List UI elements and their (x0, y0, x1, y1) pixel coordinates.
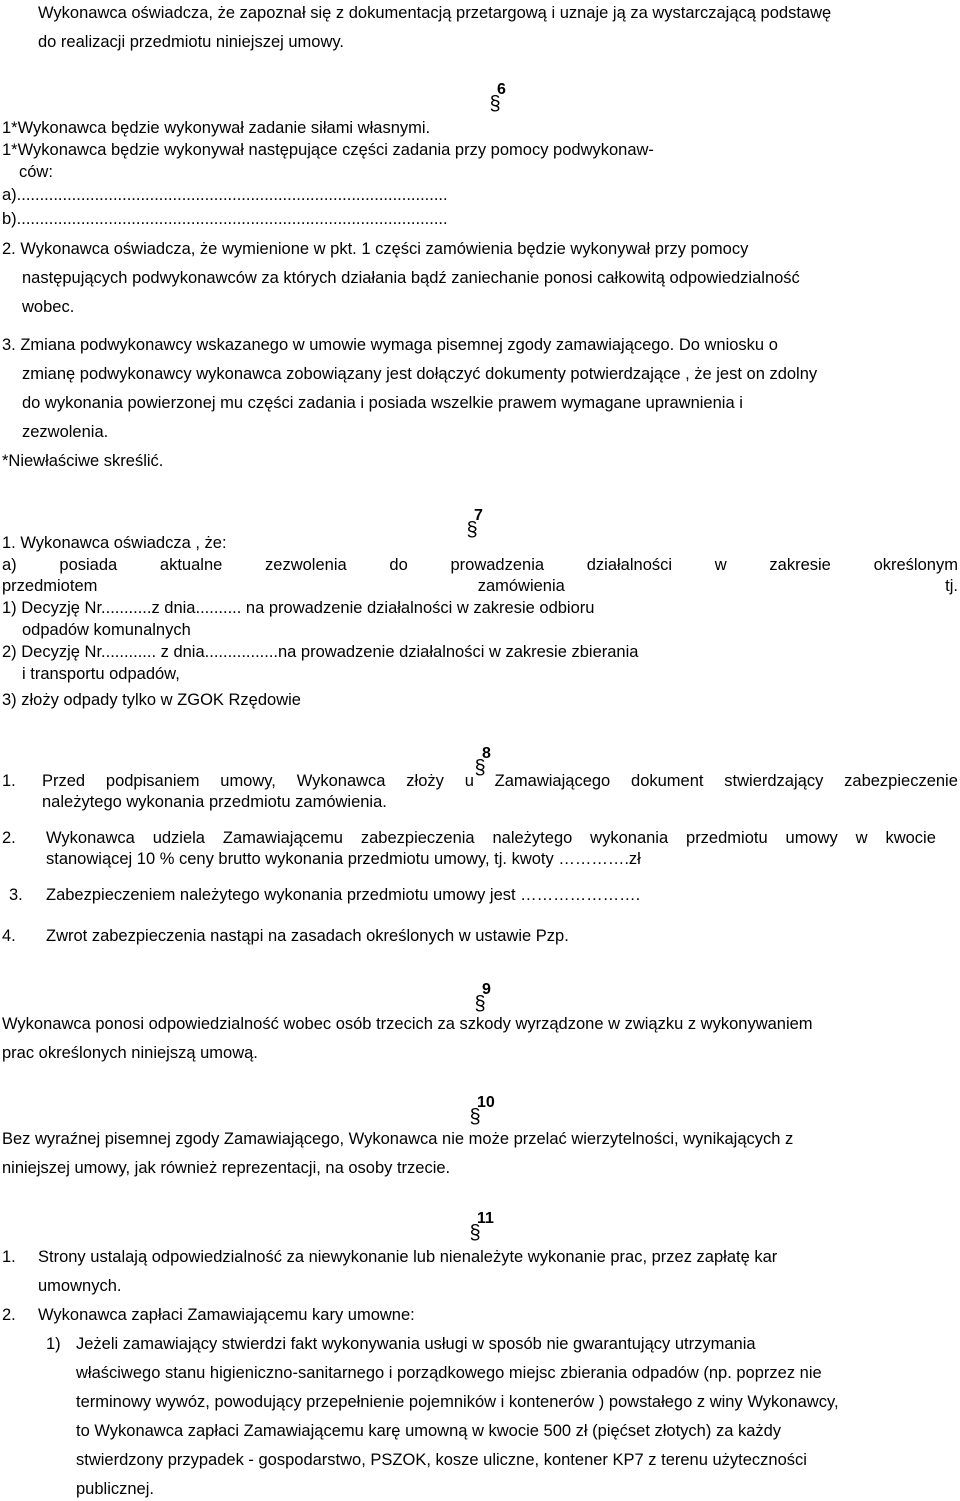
word: przedmiotem (2, 577, 98, 595)
s9-line-2: prac określonych niniejszą umową. (2, 1044, 258, 1062)
s8-item-1-number: 1. (2, 772, 16, 790)
word: w (714, 556, 727, 574)
word: do (389, 556, 408, 574)
section-number: 7 (474, 507, 483, 524)
section-9-heading (460, 981, 500, 1015)
intro-line-1: Wykonawca oświadcza, że zapoznał się z dokumentacją przetargową i uznaje ją za wystarczającą podstawę (38, 4, 832, 22)
s10-line-1: Bez wyraźnej pisemnej zgody Zamawiającego, Wykonawca nie może przelać wierzytelności, wynikających z (2, 1130, 794, 1148)
intro-line-2: do realizacji przedmiotu niniejszej umowy. (38, 33, 344, 51)
word: Zamawiającemu (222, 829, 343, 847)
s11-subitem-1-line-6: publicznej. (76, 1480, 154, 1498)
section-number: 10 (477, 1094, 495, 1111)
s8-item-1-line-1 (42, 771, 958, 791)
s11-item-2: Wykonawca zapłaci Zamawiającemu kary umowne: (38, 1306, 415, 1324)
s6-point-3-line-1: 3. Zmiana podwykonawcy wskazanego w umowie wymaga pisemnej zgody zamawiającego. Do wniosku o (2, 336, 778, 354)
word: a) (2, 556, 17, 574)
s7-point-1: 1. Wykonawca oświadcza , że: (2, 534, 227, 552)
word: określonym (873, 556, 958, 574)
s7-item-a-line-1 (2, 555, 958, 575)
word: zabezpieczenia (360, 829, 475, 847)
s11-subitem-1-line-2: właściwego stanu higieniczno-sanitarnego i porządkowego miejsc zbierania odpadów (np. poprzez nie (76, 1364, 822, 1382)
s6-point-2-line-2: następujących podwykonawców za których działania bądź zaniechanie ponosi całkowitą odpowiedzialność (22, 269, 800, 287)
word: Wykonawca (296, 772, 386, 790)
s6-footnote: *Niewłaściwe skreślić. (2, 452, 164, 470)
s6-item-a: a).............................................................................................. (2, 186, 448, 204)
s8-item-2-number: 2. (2, 829, 16, 847)
word: stwierdzający (724, 772, 824, 790)
s6-point-3-line-4: zezwolenia. (22, 423, 109, 441)
s11-subitem-1-line-4: to Wykonawca zapłaci Zamawiającemu karę umowną w kwocie 500 zł (pięćset złotych) za każdy (76, 1422, 782, 1440)
section-6-heading (475, 81, 515, 115)
section-number: 6 (497, 81, 506, 98)
word: przedmiotu (686, 829, 768, 847)
section-10-heading (455, 1094, 495, 1128)
s11-subitem-1-line-1: Jeżeli zamawiający stwierdzi fakt wykonywania usługi w sposób nie gwarantujący utrzymania (76, 1335, 756, 1353)
s9-line-1: Wykonawca ponosi odpowiedzialność wobec osób trzecich za szkody wyrządzone w związku z wykonywaniem (2, 1015, 813, 1033)
s6-point-1b-line-1: 1*Wykonawca będzie wykonywał następujące części zadania przy pomocy podwykonaw- (2, 141, 654, 159)
word: aktualne (159, 556, 223, 574)
s6-point-1: 1*Wykonawca będzie wykonywał zadanie siłami własnymi. (2, 119, 431, 137)
s11-item-1-line-1: Strony ustalają odpowiedzialność za niewykonanie lub nienależyte wykonanie prac, przez zapłatę kar (38, 1248, 778, 1266)
s7-item-1-line-2: odpadów komunalnych (22, 621, 191, 639)
s11-item-1-number: 1. (2, 1248, 16, 1266)
word: prowadzenia (450, 556, 545, 574)
s6-point-3-line-3: do wykonania powierzonej mu części zadania i posiada wszelkie prawem wymagane uprawnienia i (22, 394, 743, 412)
s7-item-2-line-1: 2) Decyzję Nr............ z dnia................na prowadzenie działalności w zakresie zbierania (2, 643, 639, 661)
section-symbol: § (474, 757, 486, 779)
s7-item-2-line-2: i transportu odpadów, (22, 665, 180, 683)
word: tj. (945, 577, 958, 595)
s8-item-4-number: 4. (2, 927, 16, 945)
section-11-heading (455, 1210, 495, 1244)
word: u (464, 772, 474, 790)
s8-item-3-number: 3. (9, 886, 23, 904)
s8-item-2-line-1 (46, 828, 936, 848)
s8-item-4: Zwrot zabezpieczenia nastąpi na zasadach określonych w ustawie Pzp. (46, 927, 569, 945)
section-symbol: § (489, 93, 501, 115)
word: podpisaniem (105, 772, 200, 790)
section-7-heading (452, 507, 492, 541)
word: posiada (59, 556, 118, 574)
word: należytego (492, 829, 573, 847)
word: wykonania (590, 829, 669, 847)
section-symbol: § (474, 993, 486, 1015)
s8-item-2-line-2: stanowiącej 10 % ceny brutto wykonania przedmiotu umowy, tj. kwoty ………….zł (46, 850, 641, 868)
s8-item-1-line-2: należytego wykonania przedmiotu zamówienia. (42, 793, 387, 811)
s11-item-2-number: 2. (2, 1306, 16, 1324)
word: działalności (586, 556, 673, 574)
word: kwocie (885, 829, 936, 847)
s7-item-3: 3) złoży odpady tylko w ZGOK Rzędowie (2, 691, 301, 709)
word: w (855, 829, 868, 847)
word: złoży (406, 772, 444, 790)
s6-point-3-line-2: zmianę podwykonawcy wykonawca zobowiązany jest dołączyć dokumenty potwierdzające , że jest on zdolny (22, 365, 818, 383)
s6-point-2-line-3: wobec. (22, 298, 75, 316)
word: udziela (152, 829, 205, 847)
word: zamówienia (477, 577, 565, 595)
s7-item-1-line-1: 1) Decyzję Nr...........z dnia.......... na prowadzenie działalności w zakresie odbioru (2, 599, 595, 617)
word: umowy (785, 829, 838, 847)
section-number: 9 (482, 981, 491, 998)
s8-item-3: Zabezpieczeniem należytego wykonania przedmiotu umowy jest …………………. (46, 886, 641, 904)
word: zakresie (769, 556, 831, 574)
word: umowy, (220, 772, 276, 790)
s6-item-b: b).............................................................................................. (2, 210, 448, 228)
word: zabezpieczenie (844, 772, 958, 790)
word: dokument (631, 772, 704, 790)
section-number: 11 (477, 1210, 494, 1227)
section-symbol: § (469, 1222, 481, 1244)
section-number: 8 (482, 745, 491, 762)
s11-subitem-1-number: 1) (46, 1335, 61, 1353)
s6-point-1b-line-2: ców: (19, 163, 53, 181)
word: Zamawiającego (494, 772, 611, 790)
s11-item-1-line-2: umownych. (38, 1277, 122, 1295)
word: Przed (42, 772, 86, 790)
section-symbol: § (466, 519, 478, 541)
word: Wykonawca (46, 829, 135, 847)
s7-item-a-line-2 (2, 576, 958, 596)
word: zezwolenia (265, 556, 347, 574)
s6-point-2-line-1: 2. Wykonawca oświadcza, że wymienione w pkt. 1 części zamówienia będzie wykonywał przy pomocy (2, 240, 749, 258)
section-symbol: § (469, 1106, 481, 1128)
s11-subitem-1-line-3: terminowy wywóz, powodujący przepełnienie pojemników i kontenerów ) powstałego z winy Wykonawcy, (76, 1393, 839, 1411)
s10-line-2: niniejszej umowy, jak również reprezentacji, na osoby trzecie. (2, 1159, 451, 1177)
s11-subitem-1-line-5: stwierdzony przypadek - gospodarstwo, PSZOK, kosze uliczne, kontener KP7 z terenu użyteczności (76, 1451, 807, 1469)
